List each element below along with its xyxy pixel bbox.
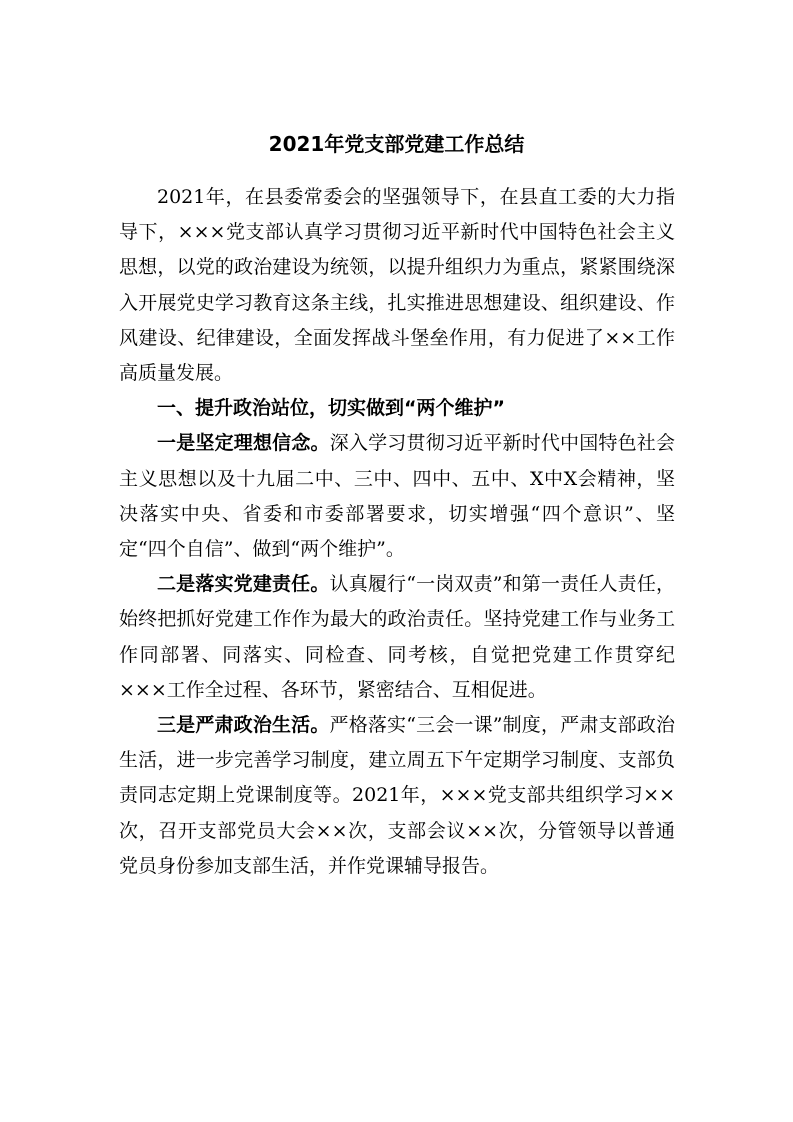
item-lead: 二是落实党建责任。	[157, 573, 330, 596]
item-text: 认真履行“一岗双责”和第一责任人责任，始终把抓好党建工作作为最大的政治责任。坚持党建工作与业务工作同部署、同落实、同检查、同考核，自觉把党建工作贯穿纪×××工作全过程、各环节，紧密结合、互相促进。	[119, 573, 675, 701]
item-paragraph-3	[119, 708, 675, 884]
item-paragraph-2	[119, 567, 675, 708]
document-title: 2021年党支部党建工作总结	[268, 132, 525, 156]
item-paragraph-1	[119, 426, 675, 567]
item-text: 严格落实“三会一课”制度，严肃支部政治生活，进一步完善学习制度，建立周五下午定期学习制度、支部负责同志定期上党课制度等。2021年，×××党支部共组织学习××次，召开支部党员大会××次，支部会议××次，分管领导以普通党员身份参加支部生活，并作党课辅导报告。	[119, 714, 675, 877]
section-heading: 一、提升政治站位，切实做到“两个维护”	[157, 397, 505, 420]
intro-paragraph: 2021年，在县委常委会的坚强领导下，在县直工委的大力指导下，×××党支部认真学习贯彻习近平新时代中国特色社会主义思想，以党的政治建设为统领，以提升组织力为重点，紧紧围绕深入开展党史学习教育这条主线，扎实推进思想建设、组织建设、作风建设、纪律建设，全面发挥战斗堡垒作用，有力促进了××工作高质量发展。	[119, 186, 675, 385]
document-body	[119, 180, 675, 884]
item-text: 深入学习贯彻习近平新时代中国特色社会主义思想以及十九届二中、三中、四中、五中、X中X会精神，坚决落实中央、省委和市委部署要求，切实增强“四个意识”、坚定“四个自信”、做到“两个维护”。	[119, 432, 675, 561]
item-lead: 三是严肃政治生活。	[157, 714, 330, 737]
item-lead: 一是坚定理想信念。	[157, 432, 330, 455]
